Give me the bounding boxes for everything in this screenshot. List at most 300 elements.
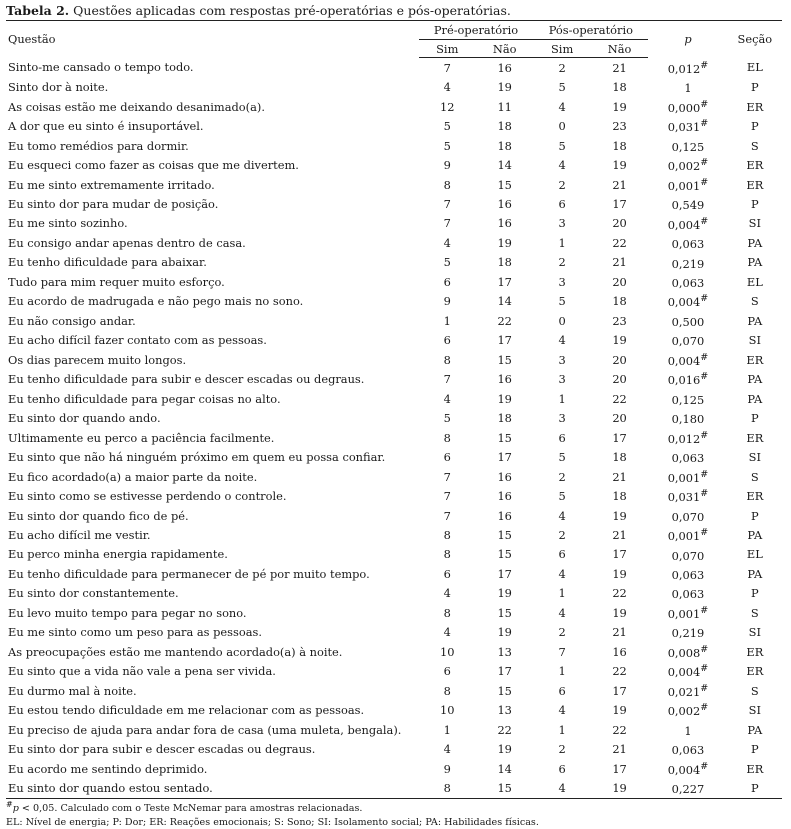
cell-questao: Eu sinto dor quando fico de pé. [8,508,189,523]
cell-p-value: 0,070 [671,334,705,349]
cell-secao: PA [747,391,763,406]
cell-questao: Eu fico acordado(a) a maior parte da noite. [8,469,258,484]
cell-questao: Eu sinto que não há ninguém próximo em quem eu possa confiar. [8,450,386,465]
cell-pos-nao: 22 [612,391,627,406]
cell-questao: Eu me sinto extremamente irritado. [8,177,215,192]
cell-questao: Eu me sinto sozinho. [8,216,128,231]
cell-p-value: 0,001# [667,176,709,193]
cell-pos-sim: 1 [558,664,566,679]
cell-questao: Eu levo muito tempo para pegar no sono. [8,605,247,620]
cell-p-value: 0,012# [667,59,709,76]
cell-p-value: 0,063 [671,743,705,758]
cell-questao: Eu durmo mal à noite. [8,683,137,698]
cell-secao: EL [746,547,763,562]
cell-pre-nao: 19 [497,80,512,95]
cell-pre-sim: 4 [443,586,451,601]
table-footnotes [6,798,539,829]
cell-pre-nao: 15 [497,547,512,562]
cell-pos-sim: 5 [558,450,566,465]
cell-p-value: 0,008# [667,643,709,660]
cell-pos-nao: 20 [612,216,627,231]
cell-pos-sim: 1 [558,391,566,406]
cell-questao: Eu sinto que a vida não vale a pena ser vivida. [8,664,276,679]
cell-secao: ER [746,158,764,173]
cell-p-value: 0,004# [667,760,709,777]
header-pre-sim: Sim [419,40,476,58]
cell-pos-nao: 21 [612,625,627,640]
cell-pos-sim: 6 [558,197,566,212]
cell-pos-nao: 21 [612,742,627,757]
table-row [6,739,782,758]
cell-p-value: 1 [684,723,692,738]
cell-secao: S [750,469,759,484]
cell-pos-nao: 20 [612,372,627,387]
significance-marker: # [700,176,709,188]
cell-pre-nao: 17 [497,333,512,348]
cell-pre-nao: 11 [497,99,512,114]
cell-secao: S [750,605,759,620]
cell-pos-nao: 20 [612,274,627,289]
significance-marker: # [700,59,709,71]
cell-pos-sim: 5 [558,489,566,504]
cell-secao: ER [746,761,764,776]
cell-pre-nao: 15 [497,527,512,542]
cell-questao: Eu sinto dor quando ando. [8,411,161,426]
cell-pos-sim: 6 [558,683,566,698]
cell-pre-nao: 16 [497,372,512,387]
cell-pre-sim: 5 [443,255,451,270]
table-row [6,155,782,174]
cell-pre-nao: 15 [497,352,512,367]
significance-marker: # [700,468,709,480]
cell-pre-nao: 22 [497,722,512,737]
cell-p-value: 0,002# [667,702,709,719]
cell-secao: PA [747,722,763,737]
cell-pos-nao: 17 [612,547,627,562]
cell-questao: Eu tenho dificuldade para subir e descer escadas ou degraus. [8,372,365,387]
cell-pre-sim: 8 [443,352,451,367]
cell-questao: Eu acho difícil me vestir. [8,527,151,542]
cell-questao: Eu não consigo andar. [8,313,136,328]
table-row [6,97,782,116]
cell-p-value: 0,004# [667,663,709,680]
cell-secao: P [728,778,782,798]
cell-pos-sim: 4 [533,778,590,798]
cell-pre-sim: 8 [443,547,451,562]
cell-pos-nao: 21 [612,469,627,484]
cell-pre-sim: 7 [443,60,451,75]
significance-marker: # [700,527,709,539]
table-row [6,720,782,739]
cell-secao: ER [746,489,764,504]
cell-questao: Eu sinto dor para mudar de posição. [8,197,219,212]
table-row [6,778,782,798]
cell-secao: ER [746,644,764,659]
table-row [6,506,782,525]
cell-pos-sim: 4 [558,566,566,581]
cell-pos-sim: 2 [558,255,566,270]
cell-secao: S [750,294,759,309]
cell-pre-nao: 14 [497,761,512,776]
cell-pos-sim: 1 [558,722,566,737]
cell-pos-sim: 2 [558,742,566,757]
cell-questao: Eu sinto dor para subir e descer escadas ou degraus. [8,742,316,757]
table-row [6,467,782,486]
cell-p-value: 0,000# [667,98,709,115]
cell-pos-nao: 23 [612,119,627,134]
cell-questao: As coisas estão me deixando desanimado(a). [8,99,265,114]
significance-marker: # [700,98,709,110]
cell-pre-sim: 6 [443,450,451,465]
cell-pos-sim: 3 [558,352,566,367]
cell-pre-sim: 6 [443,664,451,679]
table-row [6,350,782,369]
significance-marker: # [700,371,709,383]
cell-pos-sim: 4 [558,158,566,173]
cell-pos-nao: 17 [612,761,627,776]
table-row [6,175,782,194]
cell-pre-nao: 19 [497,235,512,250]
cell-p-value: 0,500 [671,314,705,329]
table-row [6,623,782,642]
cell-pre-sim: 7 [443,508,451,523]
table-row [6,233,782,252]
cell-pre-nao: 16 [497,60,512,75]
cell-pre-sim: 6 [443,274,451,289]
cell-questao: Eu tenho dificuldade para pegar coisas no alto. [8,391,281,406]
cell-pos-nao: 22 [612,586,627,601]
questions-table [6,20,782,799]
cell-pos-nao: 19 [591,778,648,798]
cell-p-value: 0,001# [667,604,709,621]
table-row [6,214,782,233]
table-row [6,136,782,155]
cell-p-value: 0,219 [671,256,705,271]
cell-pos-sim: 2 [558,469,566,484]
cell-pos-sim: 7 [558,644,566,659]
significance-marker: # [700,351,709,363]
cell-p-value: 0,002# [667,157,709,173]
cell-pos-nao: 19 [612,566,627,581]
cell-pre-sim: 4 [443,391,451,406]
cell-questao: A dor que eu sinto é insuportável. [8,119,204,134]
cell-questao: Eu sinto como se estivesse perdendo o controle. [8,489,287,504]
cell-pos-sim: 2 [558,527,566,542]
cell-pos-nao: 19 [612,158,627,173]
cell-pos-nao: 18 [612,294,627,309]
cell-secao: SI [748,450,761,465]
cell-pos-nao: 18 [612,489,627,504]
cell-questao: Eu estou tendo dificuldade em me relacionar com as pessoas. [8,703,365,718]
significance-marker: # [700,760,709,772]
header-secao: Seção [728,21,782,58]
cell-p-value: 0,549 [671,197,705,212]
cell-pre-nao: 17 [497,450,512,465]
cell-secao: P [750,119,759,134]
cell-pre-sim: 10 [440,644,455,659]
cell-pos-nao: 19 [612,508,627,523]
cell-secao: PA [747,235,763,250]
table-row [6,58,782,78]
cell-pos-sim: 3 [558,372,566,387]
significance-marker: # [700,682,709,694]
header-pre-operatorio: Pré-operatório [419,21,534,40]
cell-secao: EL [746,60,763,75]
table-header [6,21,782,58]
cell-pre-nao: 19 [497,742,512,757]
cell-p-value: 0,070 [671,548,705,563]
cell-pos-sim: 3 [558,411,566,426]
cell-questao: Eu tenho dificuldade para permanecer de pé por muito tempo. [8,566,370,581]
cell-pos-nao: 19 [612,99,627,114]
cell-secao: S [750,683,759,698]
cell-questao: Sinto dor à noite. [8,80,109,95]
cell-pre-sim: 9 [443,158,451,173]
table-row [6,525,782,544]
cell-pos-nao: 22 [612,235,627,250]
cell-secao: PA [747,372,763,387]
cell-pre-sim: 6 [443,333,451,348]
cell-pre-sim: 8 [443,527,451,542]
cell-p-value: 0,001# [667,468,709,485]
cell-pos-nao: 20 [612,411,627,426]
cell-secao: ER [746,177,764,192]
cell-questao: Tudo para mim requer muito esforço. [8,274,225,289]
cell-secao: SI [748,333,761,348]
cell-pos-sim: 4 [558,703,566,718]
cell-secao: ER [746,99,764,114]
cell-p-value: 0,125 [671,139,705,154]
header-pos-operatorio: Pós-operatório [533,21,648,40]
cell-pre-sim: 4 [443,235,451,250]
cell-pre-sim: 7 [443,469,451,484]
table-row [6,486,782,505]
cell-pos-sim: 2 [558,60,566,75]
significance-marker: # [700,488,709,500]
cell-pre-sim: 8 [443,430,451,445]
cell-p-value: 0,016# [667,371,709,388]
cell-pre-sim: 5 [443,119,451,134]
cell-pos-sim: 4 [558,333,566,348]
cell-pos-sim: 2 [558,625,566,640]
cell-pre-nao: 16 [497,489,512,504]
cell-p-value: 0,180 [671,412,705,427]
cell-pre-nao: 15 [497,605,512,620]
cell-pos-nao: 19 [612,605,627,620]
table-row [6,370,782,389]
table-row [6,700,782,719]
cell-p-value: 0,031# [667,118,709,135]
table-row [6,564,782,583]
cell-pos-sim: 4 [558,99,566,114]
cell-pre-nao: 16 [497,469,512,484]
cell-pre-sim: 10 [440,703,455,718]
table-row [6,253,782,272]
cell-pos-sim: 0 [558,313,566,328]
table-row [6,759,782,778]
cell-p-value: 0,063 [671,587,705,602]
significance-marker: # [700,429,709,441]
cell-pre-sim: 7 [443,489,451,504]
cell-questao: Eu me sinto como um peso para as pessoas. [8,625,262,640]
cell-pos-sim: 3 [558,216,566,231]
cell-pre-sim: 1 [443,313,451,328]
cell-p-value: 0,031# [667,488,709,504]
table-row [6,681,782,700]
cell-pre-nao: 14 [497,294,512,309]
cell-p-value: 1 [684,81,692,96]
cell-pos-sim: 3 [558,274,566,289]
table-row [6,272,782,291]
cell-pos-nao: 22 [612,722,627,737]
table-row [6,311,782,330]
cell-pos-sim: 4 [558,605,566,620]
cell-pos-sim: 5 [558,294,566,309]
cell-questao: Eu acordo de madrugada e não pego mais no sono. [8,294,304,309]
cell-pos-nao: 18 [612,138,627,153]
cell-secao: PA [747,527,763,542]
table-caption-text: Questões aplicadas com respostas pré-operatórias e pós-operatórias. [73,3,511,18]
cell-pos-sim: 4 [558,508,566,523]
cell-secao: ER [746,664,764,679]
cell-secao: EL [746,274,763,289]
footnote-significance: #p < 0,05. Calculado com o Teste McNemar para amostras relacionadas. [6,800,363,815]
significance-marker: # [700,604,709,616]
table-row [6,603,782,622]
cell-pre-nao: 13 [497,703,512,718]
cell-p-value: 0,004# [667,351,709,368]
table-row [6,331,782,350]
significance-marker: # [700,663,709,675]
cell-p-value: 0,070 [671,509,705,524]
cell-pos-sim: 6 [558,430,566,445]
cell-pos-nao: 17 [612,683,627,698]
header-pos-nao: Não [591,40,648,58]
cell-secao: P [750,411,759,426]
cell-pre-nao: 18 [497,138,512,153]
cell-questao: Eu preciso de ajuda para andar fora de casa (uma muleta, bengala). [8,722,402,737]
cell-pos-nao: 18 [612,450,627,465]
header-pos-sim: Sim [533,40,590,58]
cell-pre-nao: 18 [497,119,512,134]
cell-pos-nao: 19 [612,333,627,348]
table-row [6,389,782,408]
significance-marker: # [700,157,709,169]
table-row [6,447,782,466]
cell-questao: Eu tomo remédios para dormir. [8,138,189,153]
cell-questao: Eu acho difícil fazer contato com as pessoas. [8,333,267,348]
cell-pre-nao: 16 [497,508,512,523]
cell-pre-sim: 9 [443,294,451,309]
table-body [6,58,782,799]
cell-secao: PA [747,313,763,328]
cell-pos-sim: 0 [558,119,566,134]
table-caption-label: Tabela 2. [6,3,70,18]
cell-pos-nao: 21 [612,60,627,75]
significance-marker: # [700,643,709,655]
cell-pre-sim: 7 [443,216,451,231]
cell-secao: PA [747,566,763,581]
cell-secao: P [750,586,759,601]
cell-pre-nao: 19 [497,586,512,601]
table-row [6,584,782,603]
cell-pre-nao: 16 [497,197,512,212]
significance-marker: # [700,702,709,714]
table-row [6,194,782,213]
table-caption [6,3,511,19]
cell-pre-sim: 7 [443,372,451,387]
cell-secao: ER [746,430,764,445]
cell-p-value: 0,227 [648,778,727,798]
cell-pre-sim: 12 [440,99,455,114]
header-p: p [648,21,727,58]
cell-p-value: 0,021# [667,682,709,699]
cell-pre-sim: 6 [443,566,451,581]
cell-p-value: 0,063 [671,451,705,465]
cell-p-value: 0,063 [671,275,705,290]
cell-p-value: 0,001# [667,527,709,543]
cell-secao: SI [748,625,761,640]
cell-pre-nao: 15 [497,430,512,445]
header-pre-nao: Não [476,40,533,58]
cell-questao: As preocupações estão me mantendo acordado(a) à noite. [8,644,343,659]
significance-marker: # [700,118,709,130]
cell-pos-sim: 5 [558,80,566,95]
cell-p-value: 0,219 [671,626,705,641]
cell-pos-nao: 16 [612,644,627,659]
cell-secao: P [750,80,759,95]
cell-pre-nao: 15 [497,177,512,192]
cell-secao: P [750,742,759,757]
cell-pos-nao: 21 [612,527,627,542]
cell-pos-nao: 18 [612,80,627,95]
cell-questao: Os dias parecem muito longos. [8,352,187,367]
cell-questao: Eu esqueci como fazer as coisas que me divertem. [8,158,299,173]
cell-p-value: 0,012# [667,429,709,446]
cell-pre-sim: 4 [443,742,451,757]
table-row [6,116,782,135]
cell-pos-sim: 1 [558,235,566,250]
cell-secao: ER [746,352,764,367]
table-row [6,428,782,447]
cell-pre-sim: 7 [443,197,451,212]
cell-pos-nao: 21 [612,177,627,192]
cell-pre-sim: 1 [443,722,451,737]
cell-questao: Eu perco minha energia rapidamente. [8,547,228,562]
cell-questao: Eu tenho dificuldade para abaixar. [8,255,207,270]
cell-pos-sim: 2 [558,177,566,192]
cell-questao: Eu acordo me sentindo deprimido. [8,761,208,776]
cell-pos-nao: 21 [612,255,627,270]
cell-pos-sim: 5 [558,138,566,153]
table-row [6,292,782,311]
cell-pre-nao: 16 [497,216,512,231]
cell-pre-nao: 17 [497,274,512,289]
cell-pos-sim: 1 [558,586,566,601]
cell-pre-nao: 18 [497,411,512,426]
footnote-abbreviations: EL: Nível de energia; P: Dor; ER: Reações emocionais; S: Sono; SI: Isolamento social; PA: Habilidades físicas. [6,816,539,828]
cell-p-value: 0,004# [667,293,709,310]
cell-pre-nao: 19 [497,391,512,406]
table-row [6,408,782,427]
cell-questao: Ultimamente eu perco a paciência facilmente. [8,430,275,445]
cell-secao: P [750,197,759,212]
cell-p-value: 0,063 [671,567,705,582]
cell-pre-nao: 13 [497,644,512,659]
cell-pre-nao: 19 [497,625,512,640]
cell-pos-nao: 17 [612,197,627,212]
cell-pos-sim: 6 [558,547,566,562]
